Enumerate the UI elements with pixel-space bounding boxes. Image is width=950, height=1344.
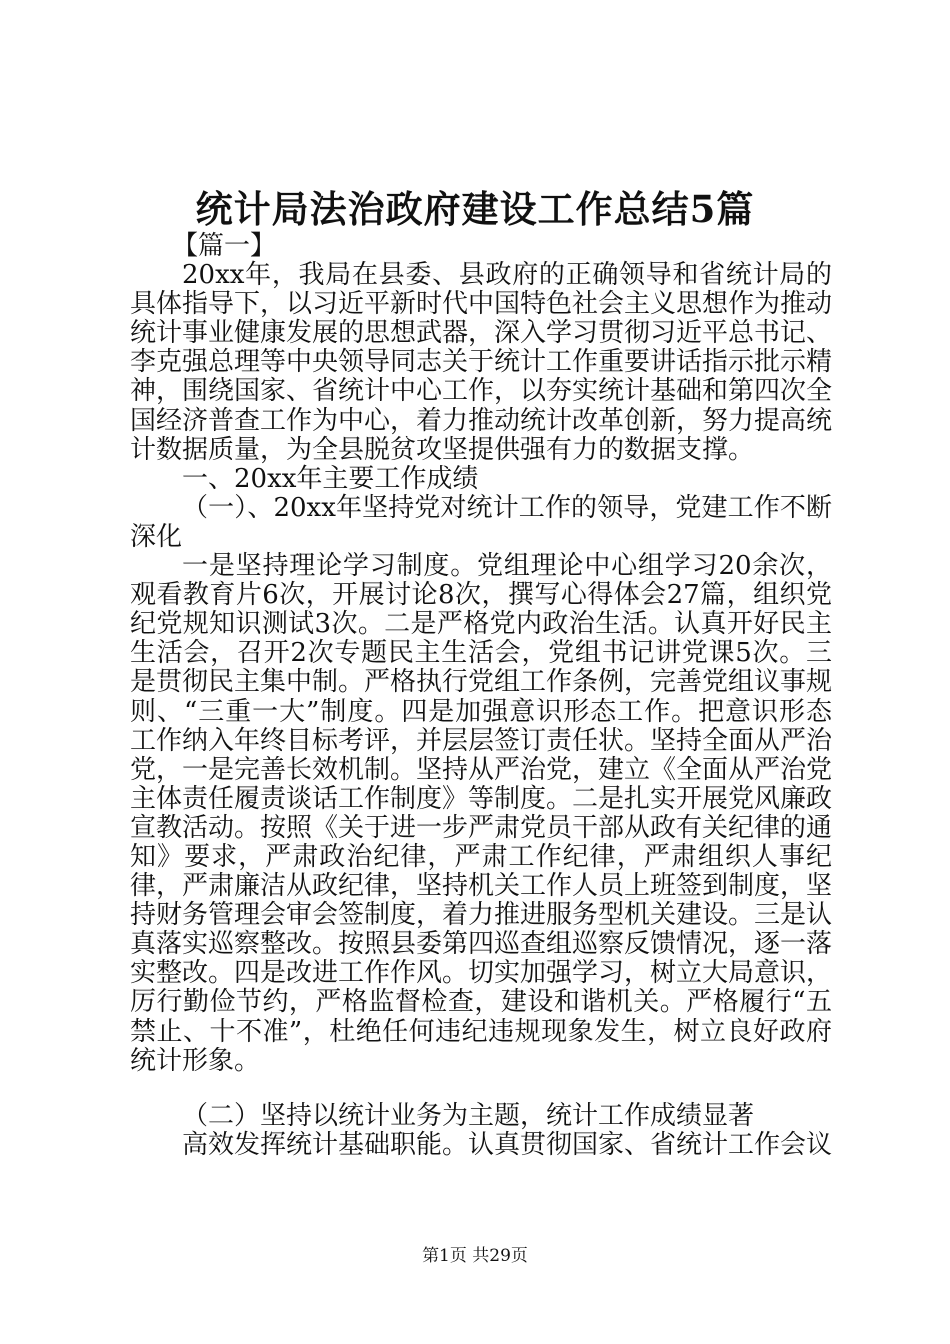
intro-paragraph: 20xx年，我局在县委、县政府的正确领导和省统计局的具体指导下，以习近平新时代中国特色社会主义思想作为推动统计事业健康发展的思想武器，深入学习贯彻习近平总书记、李克强总理等中央领导同志关于统计工作重要讲话指示批示精神，围绕国家、省统计中心工作，以夯实统计基础和第四次全国经济普查工作为中心，着力推动统计改革创新，努力提高统计数据质量，为全县脱贫攻坚提供强有力的数据支撑。 (130, 260, 833, 465)
section-tag: 【篇一】 (172, 231, 277, 261)
subheading-statistics-business: （二）坚持以统计业务为主题，统计工作成绩显著 (182, 1100, 755, 1131)
page-footer: 第1页 共29页 (422, 1246, 528, 1266)
subheading-party-leadership: （一）、20xx年坚持党对统计工作的领导，党建工作不断深化 (130, 492, 832, 552)
document-body (130, 232, 832, 1160)
statistics-function-paragraph: 高效发挥统计基础职能。认真贯彻国家、省统计工作会议 (182, 1129, 833, 1160)
document-title: 统计局法治政府建设工作总结5篇 (195, 187, 755, 231)
heading-main-achievements: 一、20xx年主要工作成绩 (182, 463, 479, 494)
party-building-paragraph: 一是坚持理论学习制度。党组理论中心组学习20余次，观看教育片6次，开展讨论8次，撰写心得体会27篇，组织党纪党规知识测试3次。二是严格党内政治生活。认真开好民主生活会，召开2次专题民主生活会，党组书记讲党课5次。三是贯彻民主集中制。严格执行党组工作条例，完善党组议事规则、“三重一大”制度。四是加强意识形态工作。把意识形态工作纳入年终目标考评，并层层签订责任状。坚持全面从严治党，一是完善长效机制。坚持从严治党，建立《全面从严治党主体责任履责谈话工作制度》等制度。二是扎实开展党风廉政宣教活动。按照《关于进一步严肃党员干部从政有关纪律的通知》要求，严肃政治纪律，严肃工作纪律，严肃组织人事纪律，严肃廉洁从政纪律，坚持机关工作人员上班签到制度，坚持财务管理会审会签制度，着力推进服务型机关建设。三是认真落实巡察整改。按照县委第四巡查组巡察反馈情况，逐一落实整改。四是改进工作作风。切实加强学习，树立大局意识，厉行勤俭节约，严格监督检查，建设和谐机关。严格履行“五禁止、十不准”，杜绝任何违纪违规现象发生，树立良好政府统计形象。 (130, 551, 833, 1076)
